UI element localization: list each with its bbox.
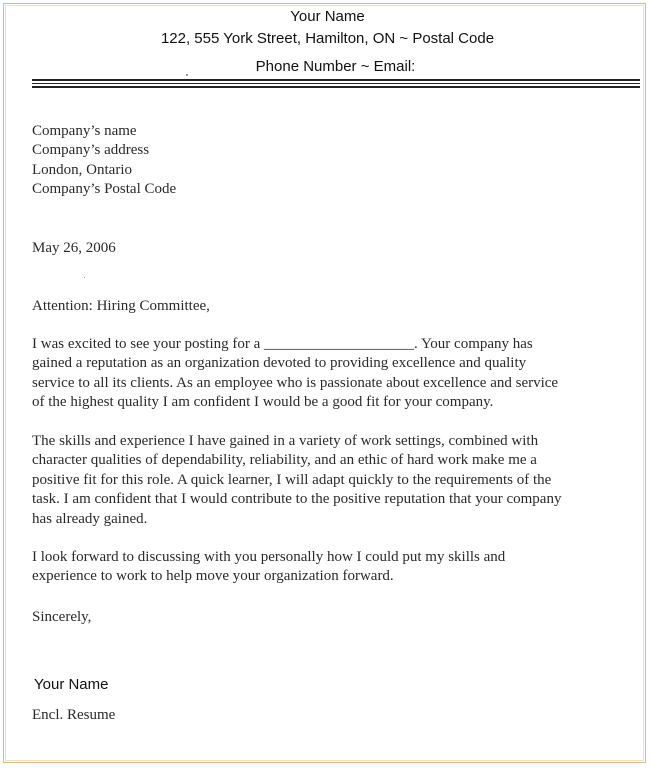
recipient-line: Company’s address	[32, 142, 150, 159]
body-line: service to all its clients. As an employee who is passionate about excellence and service	[32, 374, 559, 391]
body-paragraph-1	[32, 335, 642, 413]
body-paragraph-2	[32, 432, 642, 529]
sender-name: Your Name	[290, 8, 365, 25]
body-line: of the highest quality I am confident I would be a good fit for your company.	[32, 394, 494, 411]
closing: Sincerely,	[32, 609, 92, 625]
scan-speck	[84, 277, 85, 278]
body-line: I look forward to discussing with you personally how I could put my skills and	[32, 549, 506, 565]
recipient-address-block	[32, 122, 176, 200]
sender-contact: Phone Number ~ Email:	[255, 58, 416, 75]
body-line: gained a reputation as an organization devoted to providing excellence and quality	[32, 355, 527, 372]
body-line: character qualities of dependability, reliability, and an ethic of hard work make me a	[32, 452, 537, 469]
letter-date: May 26, 2006	[32, 240, 116, 256]
body-line: task. I am confident that I would contribute to the positive reputation that your company	[32, 491, 562, 508]
enclosure-note: Encl. Resume	[32, 707, 116, 723]
recipient-line: Company’s name	[32, 123, 137, 139]
body-line: positive fit for this role. A quick learner, I will adapt quickly to the requirements of the	[32, 471, 552, 488]
sender-address: 122, 555 York Street, Hamilton, ON ~ Postal Code	[160, 30, 495, 47]
header-rule-bottom	[32, 86, 640, 88]
body-line: has already gained.	[32, 510, 148, 527]
scan-speck	[186, 74, 188, 76]
body-paragraph-3	[32, 548, 642, 587]
signature-name: Your Name	[34, 676, 109, 693]
body-line: experience to work to help move your organization forward.	[32, 568, 394, 585]
header-rule-middle	[32, 83, 640, 84]
body-line: The skills and experience I have gained in a variety of work settings, combined with	[32, 433, 539, 449]
header-rule-top	[32, 79, 640, 81]
body-line: I was excited to see your posting for a ____________________. Your company has	[32, 336, 533, 352]
salutation: Attention: Hiring Committee,	[32, 298, 210, 314]
recipient-line: Company’s Postal Code	[32, 181, 177, 198]
recipient-line: London, Ontario	[32, 161, 132, 178]
